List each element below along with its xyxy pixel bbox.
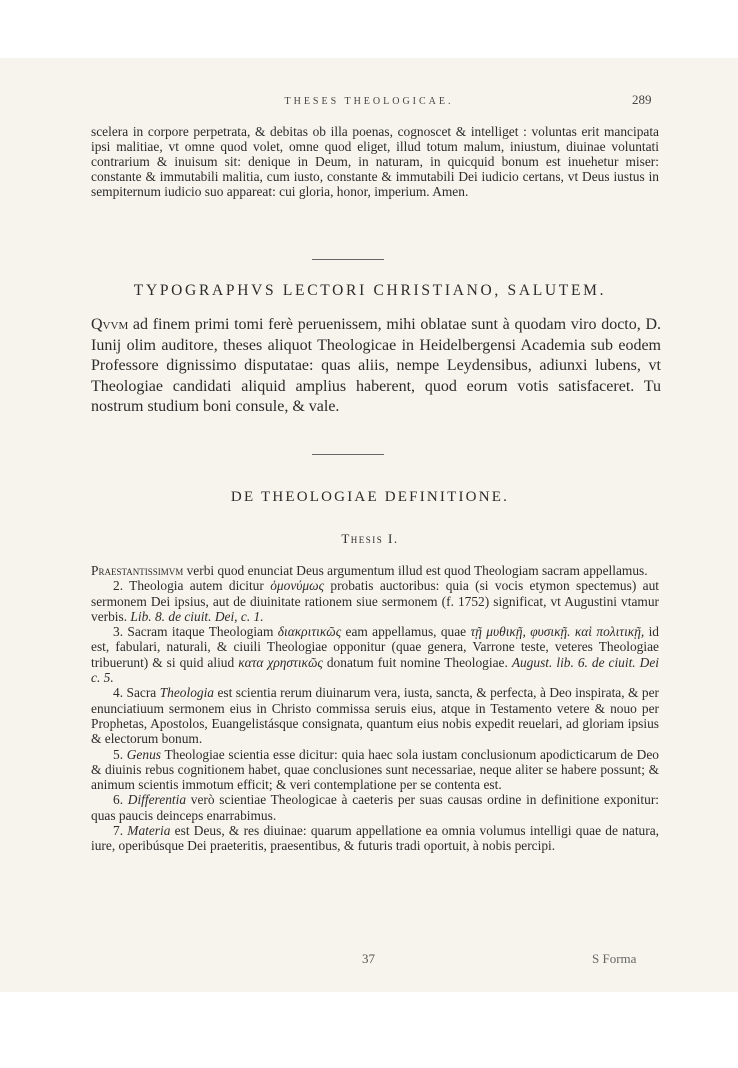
thesis-7: 7. Materia est Deus, & res diuinae: quarum appellatione ea omnia volumus intelligi quae de natura, iure, operibúsque Dei praeteritis, praesentibus, & futuris tradi oportuit, à nobis percipi.	[91, 823, 659, 854]
typographus-first-word: Qvvm	[91, 316, 129, 333]
signature-mark: 37	[362, 951, 375, 966]
thesis-5: 5. Genus Theologiae scientia esse dicitur: quia haec sola iustam conclusionum apodicticarum de Deo & diuinis rebus cognitionem habet, quae conclusiones sunt necessariae, neque aliter se habere possunt; & animum scientis immotum efficit; & veri contemplatione per se contenta est.	[91, 746, 659, 793]
catchword: S Forma	[592, 951, 637, 966]
typographus-heading: TYPOGRAPHVS LECTORI CHRISTIANO, SALUTEM.	[133, 282, 607, 299]
greek-term: ὁμονύμως	[270, 578, 325, 594]
citation: Lib. 8. de ciuit. Dei, c. 1.	[130, 608, 264, 624]
theses-list	[91, 563, 659, 854]
thesis-3: 3. Sacram itaque Theologiam διακριτικῶς eam appellamus, quae τῇ μυθικῇ, φυσικῇ. καὶ πολιτικῇ, id est, fabulari, naturali, & ciuili Theologiae opponitur (quae genera, Varrone teste, veteres Theologiae tribuerunt) & si quid aliud κατα χρηστικῶς donatum fuit nomine Theologiae. August. lib. 6. de ciuit. Dei c. 5.	[91, 624, 659, 686]
section-divider	[312, 259, 384, 260]
thesis-2: 2. Theologia autem dicitur ὁμονύμως probatis auctoribus: quia (si vocis etymon spectemus) aut sermonem Dei ipsius, aut de diuinitate rationem siue sermonem (f. 1752) significat, vt Augustini vtamur verbis. Lib. 8. de ciuit. Dei, c. 1.	[91, 578, 659, 624]
book-page	[0, 58, 738, 992]
citation: August. lib. 6. de ciuit. Dei c. 5.	[91, 654, 659, 686]
running-head: THESES THEOLOGICAE.	[284, 96, 454, 107]
greek-term: διακριτικῶς	[277, 624, 342, 640]
thesis-1: Praestantissimvm verbi quod enunciat Deus argumentum illud est quod Theologiam sacram appellamus.	[91, 563, 648, 578]
thesis-1-lead: Praestantissimvm	[91, 563, 184, 578]
definition-heading: DE THEOLOGIAE DEFINITIONE.	[230, 489, 510, 505]
greek-term: τῇ μυθικῇ, φυσικῇ. καὶ πολιτικῇ,	[470, 624, 645, 640]
page-number: 289	[632, 92, 652, 107]
thesis-6: 6. Differentia verò scientiae Theologicae à caeteris per suas causas ordine in definitione exponitur: quas paucis deinceps enarrabimus.	[91, 792, 659, 823]
closing-paragraph: scelera in corpore perpetrata, & debitas ob illa poenas, cognoscet & intelliget : voluntas erit mancipata ipsi malitiae, vt omne quod volet, omne quod eliget, illud totum malum, iniustum, diuinae voluntati contrarium & inuisum sit: denique in Deum, in naturam, in quicquid bonum est inuehetur miser: constante & immutabili malitia, cum iusto, constante & immutabili Dei iudicio certans, vt Deus iustus in sempiternum iudicio suo appareat: cui gloria, honor, imperium. Amen.	[91, 124, 659, 199]
thesis-heading: Thesis I.	[341, 531, 399, 546]
typographus-paragraph	[91, 315, 661, 418]
typographus-text: ad finem primi tomi ferè peruenissem, mihi oblatae sunt à quodam viro docto, D. Iunij olim auditore, theses aliquot Theologicae in Heidelbergensi Academia sub eodem Professore dignissimo disputatae: quas aliis, nempe Leydensibus, adiunxi lubens, vt Theologiae candidati aliquid amplius haberent, quod eorum votis satisfaceret. Tu nostrum studium boni consule, & vale.	[91, 316, 661, 415]
thesis-4: 4. Sacra Theologia est scientia rerum diuinarum vera, iusta, sancta, & perfecta, à Deo inspirata, & per enunciatiuum sermonem eius in Christo commissa seruis eius, atque in Testamento vetere & nouo per Prophetas, Apostolos, Euangelistásque consignata, quantum eius nobis expedit reuelari, ad gloriam ipsius & electorum bonum.	[91, 685, 659, 747]
section-divider	[312, 454, 384, 455]
greek-term: κατα χρηστικῶς	[238, 654, 323, 670]
